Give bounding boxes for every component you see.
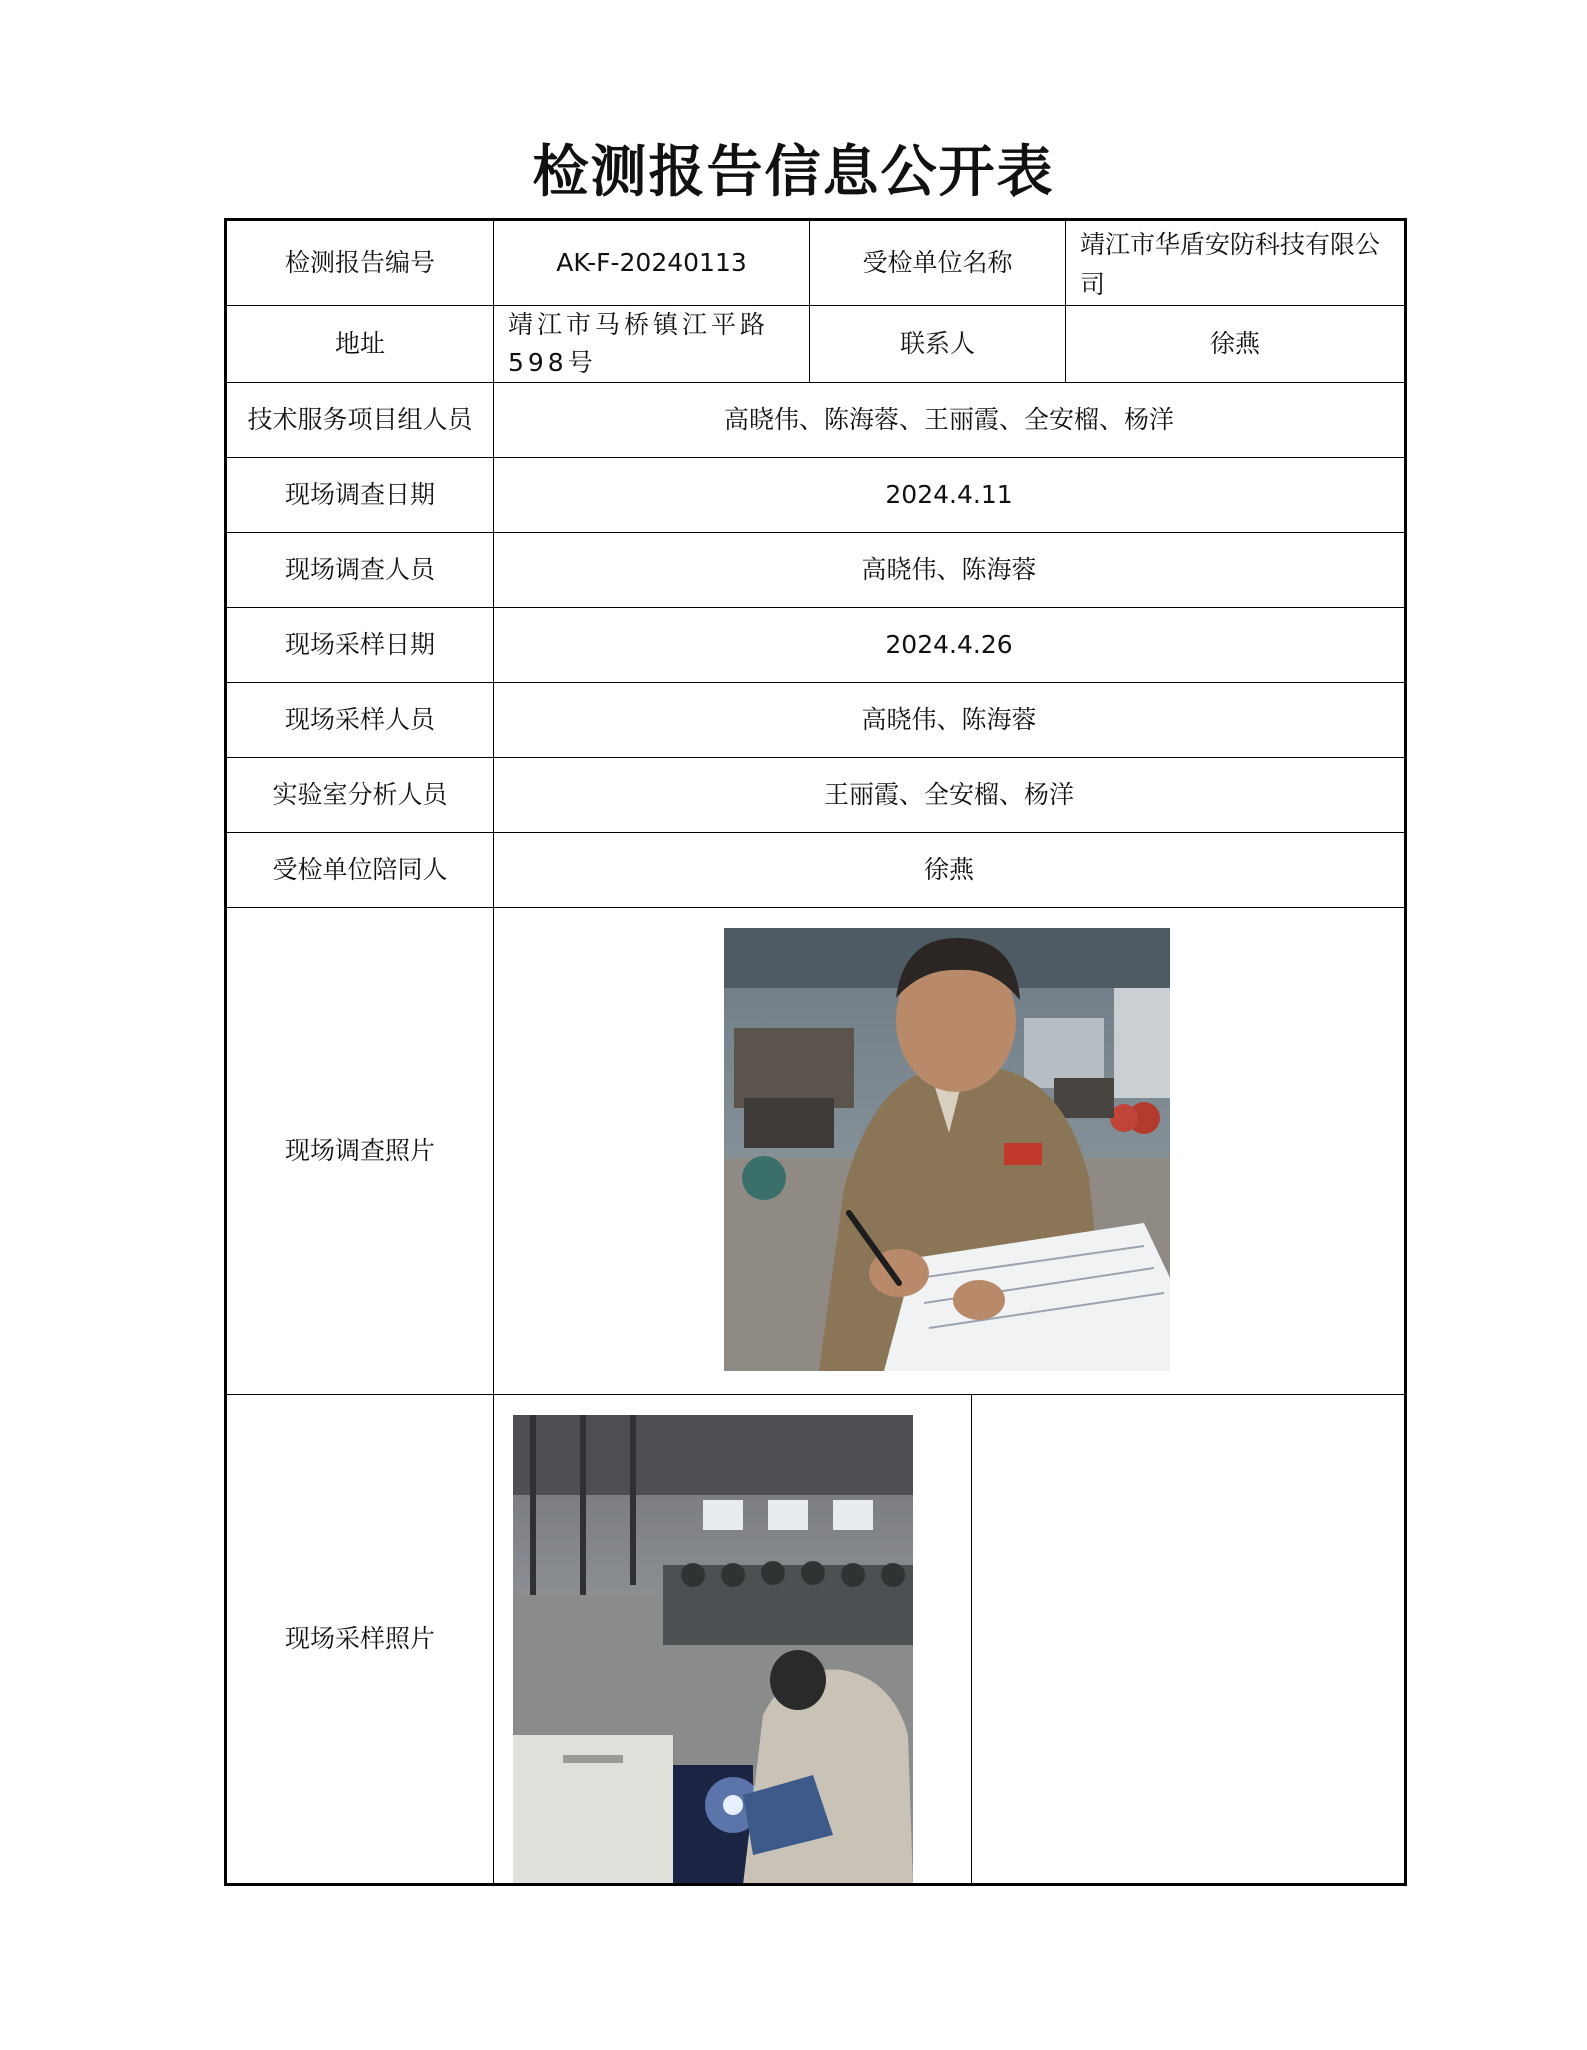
value-escort: 徐燕 (494, 833, 1406, 908)
label-contact: 联系人 (810, 306, 1066, 383)
label-unit-name: 受检单位名称 (810, 220, 1066, 306)
row-survey-date (226, 458, 1406, 533)
row-escort (226, 833, 1406, 908)
row-lab-staff (226, 758, 1406, 833)
label-sample-date: 现场采样日期 (226, 608, 494, 683)
value-team: 高晓伟、陈海蓉、王丽霞、全安榴、杨洋 (494, 383, 1406, 458)
row-sample-staff (226, 683, 1406, 758)
sample-photo-cell (494, 1395, 972, 1885)
label-survey-photo: 现场调查照片 (226, 908, 494, 1395)
label-report-no: 检测报告编号 (226, 220, 494, 306)
row-survey-photo (226, 908, 1406, 1395)
value-sample-date: 2024.4.26 (494, 608, 1406, 683)
label-escort: 受检单位陪同人 (226, 833, 494, 908)
row-sample-date (226, 608, 1406, 683)
value-lab-staff: 王丽霞、全安榴、杨洋 (494, 758, 1406, 833)
value-survey-staff: 高晓伟、陈海蓉 (494, 533, 1406, 608)
survey-photo-cell (494, 908, 1406, 1395)
empty-photo-cell (972, 1395, 1406, 1885)
label-address: 地址 (226, 306, 494, 383)
survey-photo (724, 928, 1170, 1371)
sample-photo (513, 1415, 913, 1885)
row-survey-staff (226, 533, 1406, 608)
value-report-no: AK-F-20240113 (494, 220, 810, 306)
value-contact: 徐燕 (1066, 306, 1406, 383)
value-survey-date: 2024.4.11 (494, 458, 1406, 533)
value-unit-name: 靖江市华盾安防科技有限公司 (1066, 220, 1406, 306)
row-team (226, 383, 1406, 458)
label-sample-staff: 现场采样人员 (226, 683, 494, 758)
page-title: 检测报告信息公开表 (532, 140, 1055, 205)
row-report-no (226, 220, 1406, 306)
label-sample-photo: 现场采样照片 (226, 1395, 494, 1885)
value-sample-staff: 高晓伟、陈海蓉 (494, 683, 1406, 758)
row-address (226, 306, 1406, 383)
label-lab-staff: 实验室分析人员 (226, 758, 494, 833)
label-survey-staff: 现场调查人员 (226, 533, 494, 608)
value-address: 靖江市马桥镇江平路598号 (494, 306, 810, 383)
label-survey-date: 现场调查日期 (226, 458, 494, 533)
report-table (224, 218, 1407, 1886)
row-sample-photo (226, 1395, 1406, 1885)
label-team: 技术服务项目组人员 (226, 383, 494, 458)
